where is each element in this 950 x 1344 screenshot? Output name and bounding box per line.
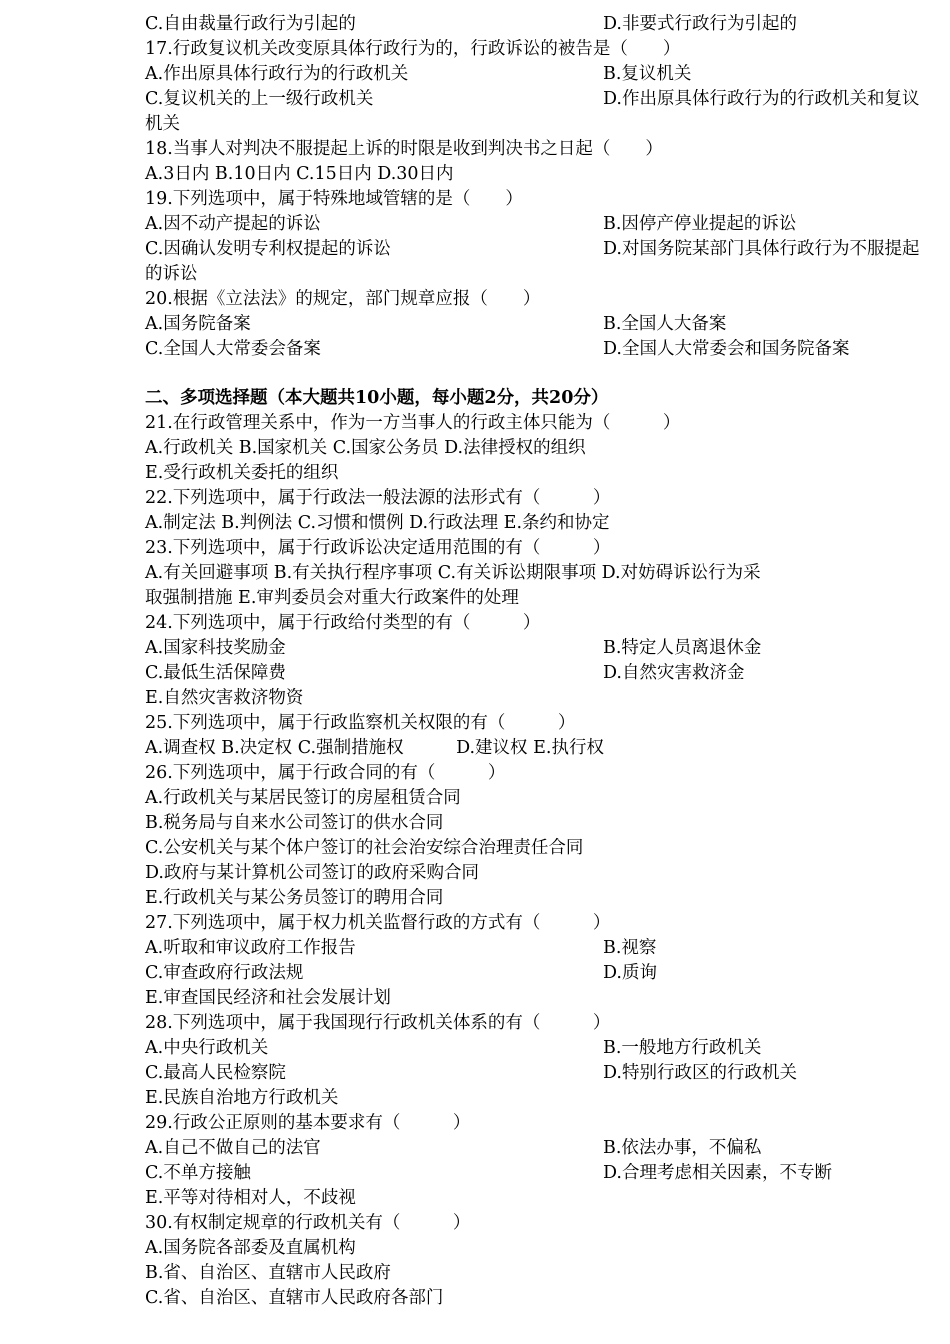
text-content: 24.下列选项中，属于行政给付类型的有（ ） [145,613,541,633]
text-line [145,12,797,37]
text-content: 19.下列选项中，属于特殊地域管辖的是（ ） [145,189,523,209]
text-line [145,62,692,87]
text-line [145,37,680,62]
text-left-column: A.国务院备案 [145,314,251,334]
text-content: 18.当事人对判决不服提起上诉的时限是收到判决书之日起（ ） [145,139,663,159]
text-line [145,337,850,362]
text-right-column: D.作出原具体行政行为的行政机关和复议 [603,89,920,109]
text-line [145,786,461,811]
text-line [145,262,198,287]
text-content: A.国务院各部委及直属机构 [145,1238,356,1258]
text-line [145,811,443,836]
text-right-column: B.因停产停业提起的诉讼 [603,214,797,234]
text-left-column: C.复议机关的上一级行政机关 [145,89,374,109]
text-line [145,162,454,187]
text-right-column: D.全国人大常委会和国务院备案 [603,339,850,359]
text-left-column: A.中央行政机关 [145,1038,269,1058]
text-line [145,961,657,986]
text-line [145,611,540,636]
text-right-column: D.特别行政区的行政机关 [603,1063,797,1083]
text-right-column: B.全国人大备案 [603,314,727,334]
text-right-column: B.依法办事，不偏私 [603,1138,762,1158]
text-line [145,986,391,1011]
text-right-column: D.对国务院某部门具体行政行为不服提起 [603,239,920,259]
text-line [145,312,727,337]
text-line [145,212,797,237]
text-line [145,1236,356,1261]
text-content: E.审查国民经济和社会发展计划 [145,988,391,1008]
text-content: E.受行政机关委托的组织 [145,463,339,483]
text-content: C.公安机关与某个体户签订的社会治安综合治理责任合同 [145,838,584,858]
text-line [145,1111,470,1136]
text-line [145,886,443,911]
text-line [145,711,575,736]
text-line [145,486,610,511]
text-left-column: C.不单方接触 [145,1163,251,1183]
text-right-column: D.质询 [603,963,657,983]
text-left-column: A.作出原具体行政行为的行政机关 [145,64,409,84]
text-content: 29.行政公正原则的基本要求有（ ） [145,1113,471,1133]
text-line [145,1286,443,1311]
text-content: E.民族自治地方行政机关 [145,1088,339,1108]
text-line [145,836,583,861]
text-line [145,436,586,461]
text-content: A.行政机关 B.国家机关 C.国家公务员 D.法律授权的组织 [145,438,586,458]
text-left-column: C.最高人民检察院 [145,1063,286,1083]
text-line [145,112,180,137]
text-line [145,1261,391,1286]
section-heading [145,386,608,411]
text-line [145,861,479,886]
text-left-column: C.因确认发明专利权提起的诉讼 [145,239,391,259]
text-content: A.行政机关与某居民签订的房屋租赁合同 [145,788,461,808]
text-content: 20.根据《立法法》的规定，部门规章应报（ ） [145,289,541,309]
text-line [145,686,303,711]
text-right-column: B.一般地方行政机关 [603,1038,762,1058]
text-left-column: C.自由裁量行政行为引起的 [145,14,356,34]
text-line [145,1061,797,1086]
text-line [145,137,663,162]
text-line [145,237,920,262]
text-content: E.平等对待相对人，不歧视 [145,1188,356,1208]
text-content: B.省、自治区、直辖市人民政府 [145,1263,391,1283]
text-content: 27.下列选项中，属于权力机关监督行政的方式有（ ） [145,913,611,933]
text-left-column: A.国家科技奖励金 [145,638,286,658]
text-line [145,461,338,486]
text-content: A.有关回避事项 B.有关执行程序事项 C.有关诉讼期限事项 D.对妨碍诉讼行为采 [145,563,761,583]
text-line [145,661,745,686]
text-line [145,736,604,761]
text-line [145,1136,762,1161]
text-line [145,561,761,586]
text-content: A.制定法 B.判例法 C.习惯和惯例 D.行政法理 E.条约和协定 [145,513,610,533]
text-right-column: D.合理考虑相关因素，不专断 [603,1163,832,1183]
text-content: 23.下列选项中，属于行政诉讼决定适用范围的有（ ） [145,538,611,558]
text-content: A.3日内 B.10日内 C.15日内 D.30日内 [145,164,454,184]
text-content: 的诉讼 [145,264,198,284]
text-content: 21.在行政管理关系中，作为一方当事人的行政主体只能为（ ） [145,413,681,433]
text-left-column: C.最低生活保障费 [145,663,286,683]
text-line [145,911,610,936]
text-content: 机关 [145,114,180,134]
text-left-column: A.听取和审议政府工作报告 [145,938,356,958]
text-right-column: B.特定人员离退休金 [603,638,762,658]
text-line [145,411,680,436]
text-content: A.调查权 B.决定权 C.强制措施权 D.建议权 E.执行权 [145,738,604,758]
text-content: C.省、自治区、直辖市人民政府各部门 [145,1288,444,1308]
text-content: 17.行政复议机关改变原具体行政行为的，行政诉讼的被告是（ ） [145,39,681,59]
text-left-column: A.自己不做自己的法官 [145,1138,321,1158]
text-line [145,636,762,661]
text-left-column: C.审查政府行政法规 [145,963,304,983]
text-right-column: B.复议机关 [603,64,692,84]
text-content: 30.有权制定规章的行政机关有（ ） [145,1213,471,1233]
text-content: E.自然灾害救济物资 [145,688,304,708]
text-content: B.税务局与自来水公司签订的供水合同 [145,813,444,833]
text-content: 二、多项选择题（本大题共10小题，每小题2分，共20分） [145,388,609,408]
text-line [145,1086,338,1111]
text-line [145,287,540,312]
text-content: 取强制措施 E.审判委员会对重大行政案件的处理 [145,588,519,608]
text-line [145,1036,762,1061]
text-right-column: D.自然灾害救济金 [603,663,745,683]
text-content: 22.下列选项中，属于行政法一般法源的法形式有（ ） [145,488,611,508]
text-content: 26.下列选项中，属于行政合同的有（ ） [145,763,506,783]
text-line [145,936,657,961]
text-line [145,1186,356,1211]
text-line [145,187,523,212]
text-line [145,87,920,112]
text-content: 28.下列选项中，属于我国现行行政机关体系的有（ ） [145,1013,611,1033]
text-line [145,536,610,561]
text-right-column: D.非要式行政行为引起的 [603,14,797,34]
text-line [145,1211,470,1236]
text-content: 25.下列选项中，属于行政监察机关权限的有（ ） [145,713,576,733]
text-left-column: A.因不动产提起的诉讼 [145,214,321,234]
text-line [145,511,610,536]
text-line [145,1161,832,1186]
text-content: E.行政机关与某公务员签订的聘用合同 [145,888,444,908]
text-line [145,586,519,611]
text-line [145,1011,610,1036]
text-right-column: B.视察 [603,938,657,958]
text-content: D.政府与某计算机公司签订的政府采购合同 [145,863,479,883]
text-line [145,761,505,786]
text-left-column: C.全国人大常委会备案 [145,339,321,359]
